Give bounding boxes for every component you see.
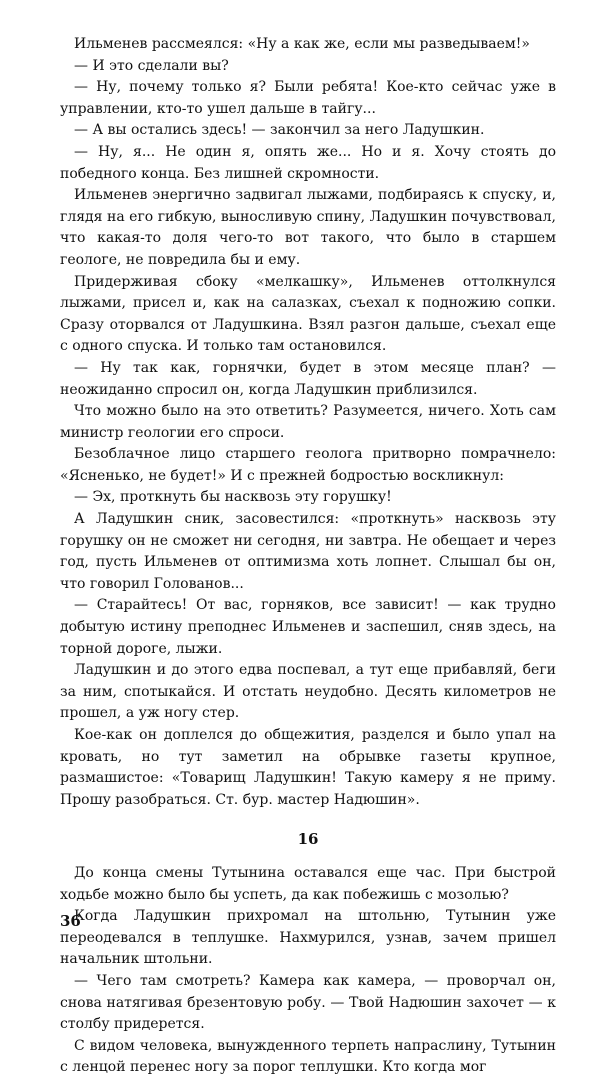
paragraph: Что можно было на это ответить? Разумеется, ничего. Хоть сам министр геологии его спроси. [60,403,556,441]
paragraph: Безоблачное лицо старшего геолога притворно помрачнело: «Ясненько, не будет!» И с прежней бодростью воскликнул: [60,446,556,484]
section-before-chapter [60,34,556,811]
section-after-chapter [60,863,556,1079]
paragraph: Ладушкин и до этого едва поспевал, а тут еще прибавляй, беги за ним, спотыкайся. И отстать неудобно. Десять километров не прошел, а уж ногу стер. [60,662,556,722]
paragraph: — И это сделали вы? [74,57,229,74]
paragraph: — Ну так как, горнячки, будет в этом месяце план? — неожиданно спросил он, когда Ладушкин приблизился. [60,359,556,398]
paragraph: А Ладушкин сник, засовестился: «проткнуть» насквозь эту горушку он не сможет ни сегодня, ни завтра. Не обещает и через год, пусть Ильменев от оптимизма хоть лопнет. Слышал бы он, что говорил Голованов... [60,511,556,592]
paragraph: С видом человека, вынужденного терпеть напраслину, Тутынин с ленцой перенес ногу за порог теплушки. Кто когда мог [60,1037,556,1076]
paragraph: — Ну, почему только я? Были ребята! Кое-кто сейчас уже в управлении, кто-то ушел дальше в тайгу... [60,79,556,117]
paragraph: — Эх, проткнуть бы насквозь эту горушку! [74,489,392,506]
page-text-column [60,34,556,1079]
paragraph: До конца смены Тутынина оставался еще час. При быстрой ходьбе можно было бы успеть, да как побежишь с мозолью? [60,864,556,903]
paragraph: Ильменев энергично задвигал лыжами, подбираясь к спуску, и, глядя на его гибкую, выносливую спину, Ладушкин почувствовал, что какая-то доля чего-то вот такого, что было в старшем геологе, не повредила бы и ему. [60,187,556,268]
paragraph: — Чего там смотреть? Камера как камера, — проворчал он, снова натягивая брезентовую робу. — Твой Надюшин захочет — к столбу придерется. [60,972,556,1033]
paragraph: — Старайтесь! От вас, горняков, все зависит! — как трудно добытую истину преподнес Ильменев и заспешил, сняв здесь, на торной дороге, лыжи. [60,597,556,657]
page-number: 36 [60,912,81,930]
paragraph: — Ну, я... Не один я, опять же... Но и я. Хочу стоять до победного конца. Без лишней скромности. [60,143,556,182]
paragraph: Когда Ладушкин прихромал на штольню, Тутынин уже переодевался в теплушке. Нахмурился, узнав, зачем пришел начальник штольни. [60,908,556,968]
paragraph: Ильменев рассмеялся: «Ну а как же, если мы разведываем!» [74,36,530,52]
paragraph: Придерживая сбоку «мелкашку», Ильменев оттолкнулся лыжами, присел и, как на салазках, съехал к подножию сопки. Сразу оторвался от Ладушкина. Взял разгон дальше, съехал еще с одного спуска. И только там остановился. [60,273,556,355]
chapter-number: 16 [297,830,319,849]
paragraph: — А вы остались здесь! — закончил за него Ладушкин. [74,122,485,139]
paragraph: Кое-как он доплелся до общежития, разделся и было упал на кровать, но тут заметил на обрывке газеты крупное, размашистое: «Товарищ Ладушкин! Такую камеру я не приму. Прошу разобраться. Ст. бур. мастер Надюшин». [60,727,556,808]
